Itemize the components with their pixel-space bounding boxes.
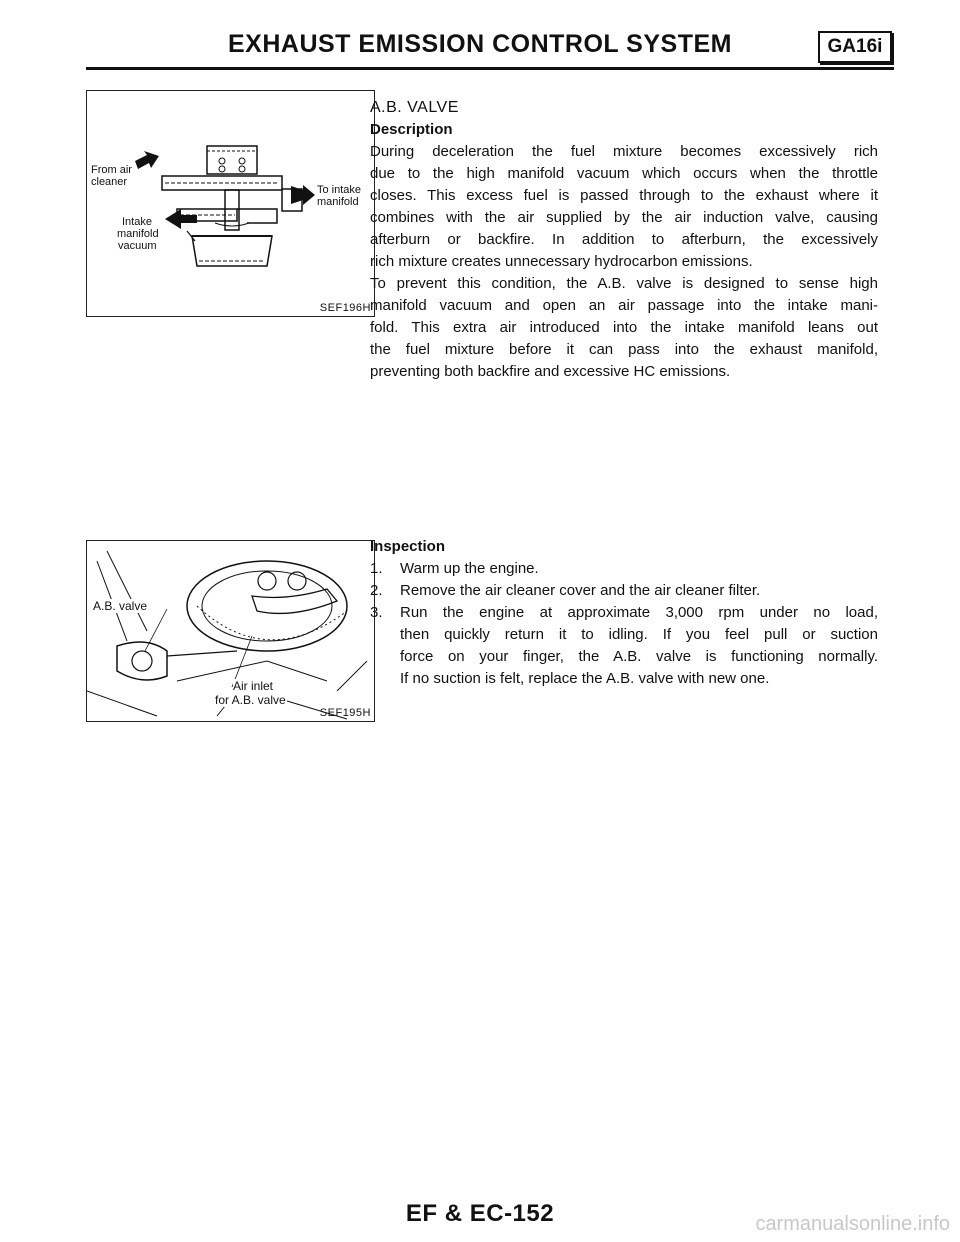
header-rule: [86, 67, 894, 70]
step-line: force on your finger, the A.B. valve is functioning normally.: [400, 648, 878, 665]
label-from-air: From air: [91, 164, 132, 176]
description-line: preventing both backfire and excessive HC emissions.: [370, 363, 731, 380]
step-line: then quickly return it to idling. If you feel pull or suction: [400, 626, 878, 643]
label-intake: Intake: [122, 216, 152, 228]
description-line: closes. This excess fuel is passed through to the exhaust where it: [370, 187, 878, 204]
label-manifold: manifold: [317, 196, 359, 208]
figure-code-195: SEF195H: [319, 707, 371, 719]
description-line: fold. This extra air introduced into the intake manifold leans out: [370, 319, 878, 336]
description-line: due to the high manifold vacuum which occurs when the throttle: [370, 165, 878, 182]
step-number: 2.: [370, 582, 383, 599]
description-line: To prevent this condition, the A.B. valve is designed to sense high: [370, 275, 878, 292]
engine-badge: GA16i: [818, 31, 892, 63]
description-line: afterburn or backfire. In addition to afterburn, the excessively: [370, 231, 878, 248]
inspection-step-1: [370, 558, 878, 580]
step-number: 1.: [370, 560, 383, 577]
inspection-step-2: [370, 580, 878, 602]
section-ab-valve: [370, 97, 878, 383]
description-line: rich mixture creates unnecessary hydrocarbon emissions.: [370, 253, 753, 270]
step-line: Run the engine at approximate 3,000 rpm under no load,: [400, 604, 878, 621]
label-air-inlet: Air inlet: [233, 679, 274, 693]
arrow-in-air-icon: [135, 151, 159, 169]
label-to-intake: To intake: [317, 184, 362, 196]
watermark: carmanualsonline.info: [755, 1213, 950, 1235]
arrow-vacuum-icon: [165, 209, 197, 229]
inspection-step-3: [370, 602, 878, 690]
label-manifold-vacuum: manifold: [117, 228, 159, 240]
step-text: Remove the air cleaner cover and the air cleaner filter.: [400, 582, 761, 599]
label-ab-valve: A.B. valve: [93, 599, 148, 613]
description-line: manifold vacuum and open an air passage into the intake mani-: [370, 297, 878, 314]
description-line: combines with the air supplied by the air induction valve, causing: [370, 209, 878, 226]
description-line: During deceleration the fuel mixture becomes excessively rich: [370, 143, 878, 160]
step-line: If no suction is felt, replace the A.B. valve with new one.: [400, 670, 770, 687]
section-subtitle-inspection: Inspection: [370, 538, 446, 555]
description-line: the fuel mixture before it can pass into the exhaust manifold,: [370, 341, 878, 358]
arrow-out-intake-icon: [291, 185, 315, 205]
figure-code-196: SEF196H: [319, 302, 371, 314]
section-subtitle-description: Description: [370, 121, 453, 138]
page-title: EXHAUST EMISSION CONTROL SYSTEM: [228, 30, 732, 58]
section-title: A.B. VALVE: [370, 99, 459, 116]
label-for-ab-valve: for A.B. valve: [215, 693, 286, 707]
figure-engine-bay: [86, 540, 375, 722]
step-text: Warm up the engine.: [400, 560, 539, 577]
step-number: 3.: [370, 604, 383, 621]
label-cleaner: cleaner: [91, 176, 128, 188]
step-text: [400, 602, 878, 690]
label-vacuum: vacuum: [118, 240, 157, 252]
figure-ab-valve-diagram: [86, 90, 375, 317]
page-number: EF & EC-152: [405, 1200, 555, 1227]
section-inspection: [370, 536, 878, 690]
